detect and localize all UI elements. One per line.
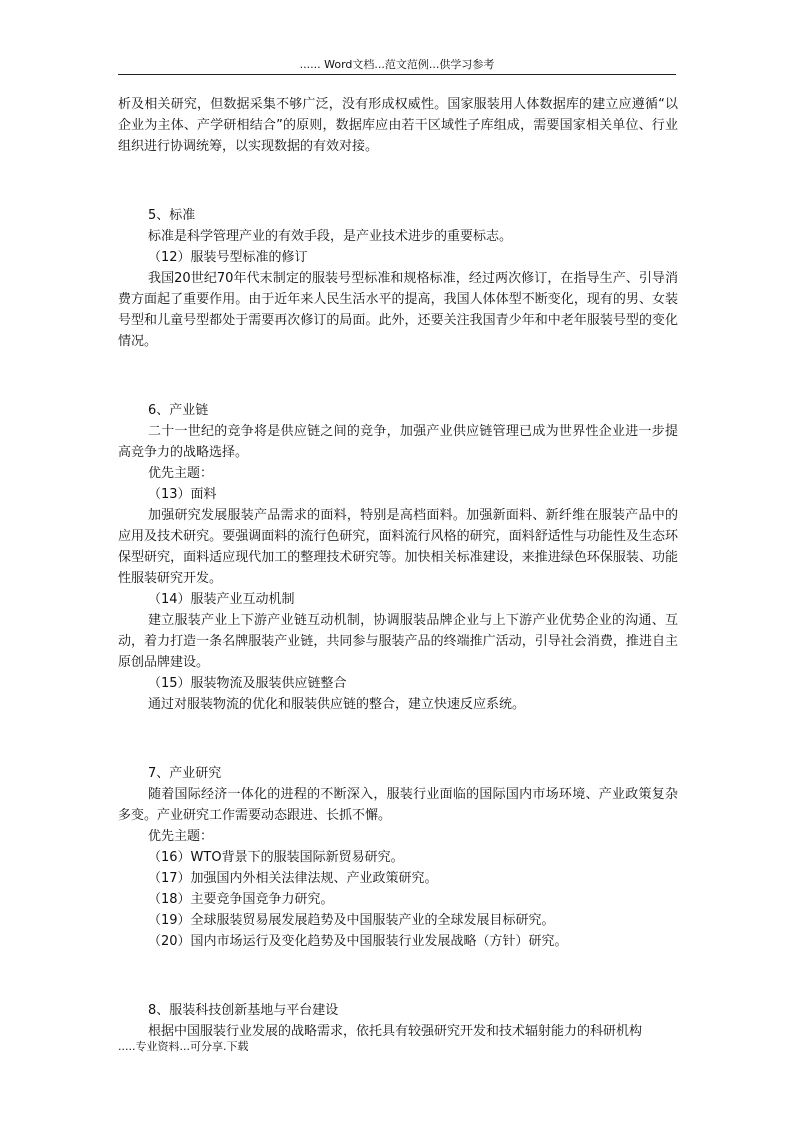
document-body [118, 94, 678, 1042]
paragraph: 根据中国服装行业发展的战略需求，依托具有较强研究开发和技术辐射能力的科研机构 [148, 1024, 643, 1039]
paragraph: 加强研究发展服装产品需求的面料，特别是高档面料。加强新面料、新纤维在服装产品中的应用及技术研究。要强调面料的流行色研究，面料流行风格的研究，面料舒适性与功能性及生态环保型研究，面料适应现代加工的整理技术研究等。加快相关标准建设，来推进绿色环保服装、功能性服装研究开发。 [118, 508, 678, 586]
page-footer: .....专业资料...可分享.下载 [118, 1040, 249, 1053]
list-item: （19）全球服装贸易展发展趋势及中国服装产业的全球发展目标研究。 [148, 913, 555, 928]
paragraph: 二十一世纪的竞争将是供应链之间的竞争，加强产业供应链管理已成为世界性企业进一步提高竞争力的战略选择。 [118, 424, 678, 460]
paragraph: 随着国际经济一体化的进程的不断深入，服装行业面临的国际国内市场环境、产业政策复杂多变。产业研究工作需要动态跟进、长抓不懈。 [118, 787, 678, 823]
list-item: （15）服装物流及服装供应链整合 [148, 676, 347, 691]
list-item: （20）国内市场运行及变化趋势及中国服装行业发展战略（方针）研究。 [148, 934, 568, 949]
paragraph: 标准是科学管理产业的有效手段，是产业技术进步的重要标志。 [148, 229, 513, 244]
header-rule [118, 74, 676, 75]
paragraph: 通过对服装物流的优化和服装供应链的整合，建立快速反应系统。 [148, 697, 526, 712]
paragraph: 优先主题： [148, 829, 214, 844]
list-item: （16）WTO背景下的服装国际新贸易研究。 [148, 850, 404, 865]
paragraph: 优先主题： [148, 466, 214, 481]
section-heading: 6、产业链 [148, 403, 209, 418]
list-item: （14）服装产业互动机制 [148, 592, 295, 607]
page-header: ...... Word文档...范文范例...供学习参考 [299, 58, 495, 71]
list-item: （13）面料 [148, 487, 217, 502]
paragraph: 建立服装产业上下游产业链互动机制，协调服装品牌企业与上下游产业优势企业的沟通、互动，着力打造一条名牌服装产业链，共同参与服装产品的终端推广活动，引导社会消费，推进自主原创品牌建设。 [118, 613, 678, 670]
section-heading: 7、产业研究 [148, 766, 222, 781]
section-heading: 8、服装科技创新基地与平台建设 [148, 1003, 339, 1018]
list-item: （12）服装号型标准的修订 [148, 250, 308, 265]
paragraph: 我国20世纪70年代末制定的服装号型标准和规格标准，经过两次修订，在指导生产、引导消费方面起了重要作用。由于近年来人民生活水平的提高，我国人体体型不断变化，现有的男、女装号型和儿童号型都处于需要再次修订的局面。此外，还要关注我国青少年和中老年服装号型的变化情况。 [118, 271, 678, 349]
paragraph: 析及相关研究，但数据采集不够广泛，没有形成权威性。国家服装用人体数据库的建立应遵循“以企业为主体、产学研相结合”的原则，数据库应由若干区域性子库组成，需要国家相关单位、行业组织进行协调统筹，以实现数据的有效对接。 [118, 97, 678, 154]
section-heading: 5、标准 [148, 208, 196, 223]
list-item: （17）加强国内外相关法律法规、产业政策研究。 [148, 871, 438, 886]
list-item: （18）主要竞争国竞争力研究。 [148, 892, 334, 907]
